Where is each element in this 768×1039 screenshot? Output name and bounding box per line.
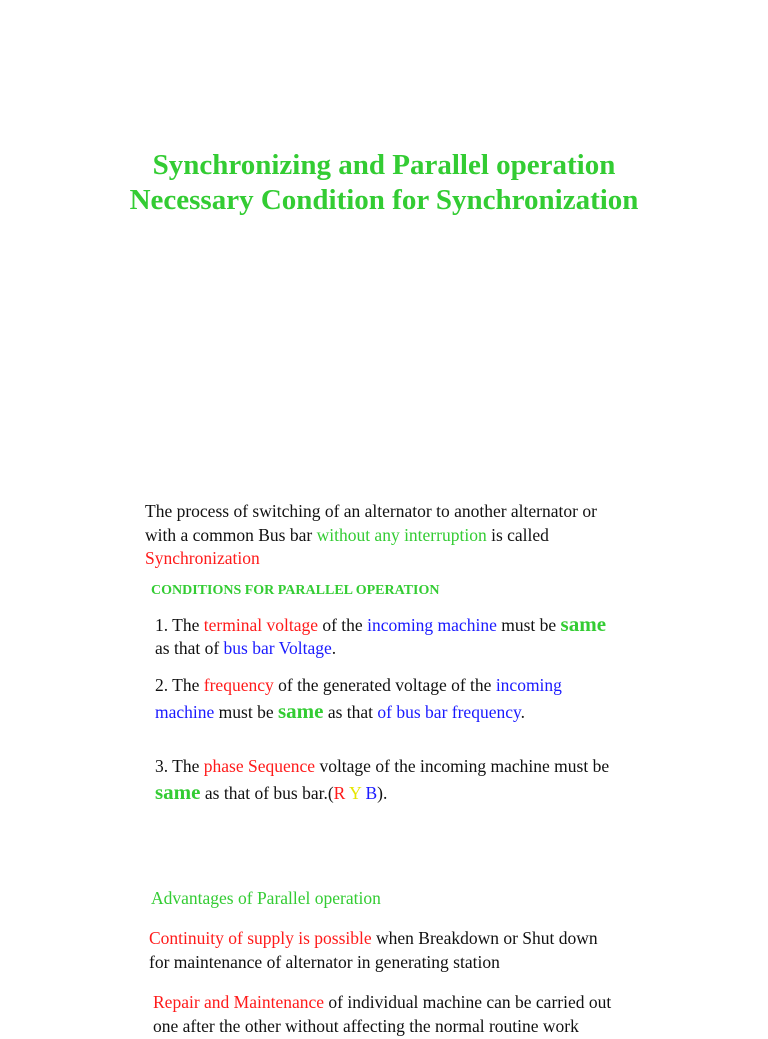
advantages-heading: Advantages of Parallel operation bbox=[151, 888, 381, 908]
text: 2. The bbox=[155, 675, 204, 695]
condition-3-line-2 bbox=[155, 781, 387, 806]
text: as that bbox=[323, 702, 378, 722]
highlight-red: frequency bbox=[203, 675, 274, 695]
highlight-blue: incoming machine bbox=[367, 615, 497, 635]
text: . bbox=[331, 638, 337, 658]
advantage-2-line-1 bbox=[153, 991, 611, 1015]
advantage-2-line-2: one after the other without affecting the normal routine work bbox=[153, 1016, 579, 1036]
conditions-heading: CONDITIONS FOR PARALLEL OPERATION bbox=[151, 583, 440, 598]
highlight-blue: bus bar Voltage bbox=[223, 638, 332, 658]
highlight-blue: machine bbox=[155, 702, 215, 722]
text: as that of bus bar.( bbox=[200, 783, 334, 803]
text: of the bbox=[317, 615, 368, 635]
same-emphasis: same bbox=[155, 780, 201, 804]
phase-y: Y bbox=[349, 783, 362, 803]
intro-highlight: without any interruption bbox=[316, 525, 487, 545]
title-line-2: Necessary Condition for Synchronization bbox=[129, 184, 639, 216]
intro-line-1: The process of switching of an alternator to another alternator or bbox=[145, 501, 597, 521]
intro-text: with a common Bus bar bbox=[145, 525, 317, 545]
text: ). bbox=[377, 783, 388, 803]
highlight-red: phase Sequence bbox=[203, 756, 316, 776]
highlight-red: Repair and Maintenance bbox=[153, 992, 325, 1012]
advantage-1-line-2: for maintenance of alternator in generating station bbox=[149, 952, 500, 972]
text: 1. The bbox=[155, 615, 204, 635]
text: of individual machine can be carried out bbox=[324, 992, 612, 1012]
title-line-1: Synchronizing and Parallel operation bbox=[152, 149, 616, 181]
text: . bbox=[520, 702, 525, 722]
condition-1-line-1 bbox=[155, 613, 606, 638]
text: as that of bbox=[155, 638, 224, 658]
condition-1-line-2 bbox=[155, 637, 336, 661]
highlight-red: terminal voltage bbox=[203, 615, 318, 635]
phase-b: B bbox=[365, 783, 378, 803]
intro-term: Synchronization bbox=[145, 548, 260, 568]
intro-line-2 bbox=[145, 524, 549, 548]
highlight-blue: incoming bbox=[495, 675, 562, 695]
text: 3. The bbox=[155, 756, 204, 776]
condition-2-line-2 bbox=[155, 700, 525, 725]
highlight-red: Continuity of supply is possible bbox=[149, 928, 372, 948]
text: must be bbox=[214, 702, 278, 722]
highlight-blue: of bus bar frequency bbox=[377, 702, 521, 722]
same-emphasis: same bbox=[560, 612, 607, 636]
text: of the generated voltage of the bbox=[273, 675, 496, 695]
phase-r: R bbox=[333, 783, 346, 803]
text: voltage of the incoming machine must be bbox=[315, 756, 610, 776]
advantage-1-line-1 bbox=[149, 927, 598, 951]
intro-text: is called bbox=[486, 525, 549, 545]
text: must be bbox=[496, 615, 561, 635]
condition-3-line-1 bbox=[155, 755, 609, 779]
condition-2-line-1 bbox=[155, 674, 562, 698]
text: when Breakdown or Shut down bbox=[371, 928, 598, 948]
same-emphasis: same bbox=[277, 699, 324, 723]
